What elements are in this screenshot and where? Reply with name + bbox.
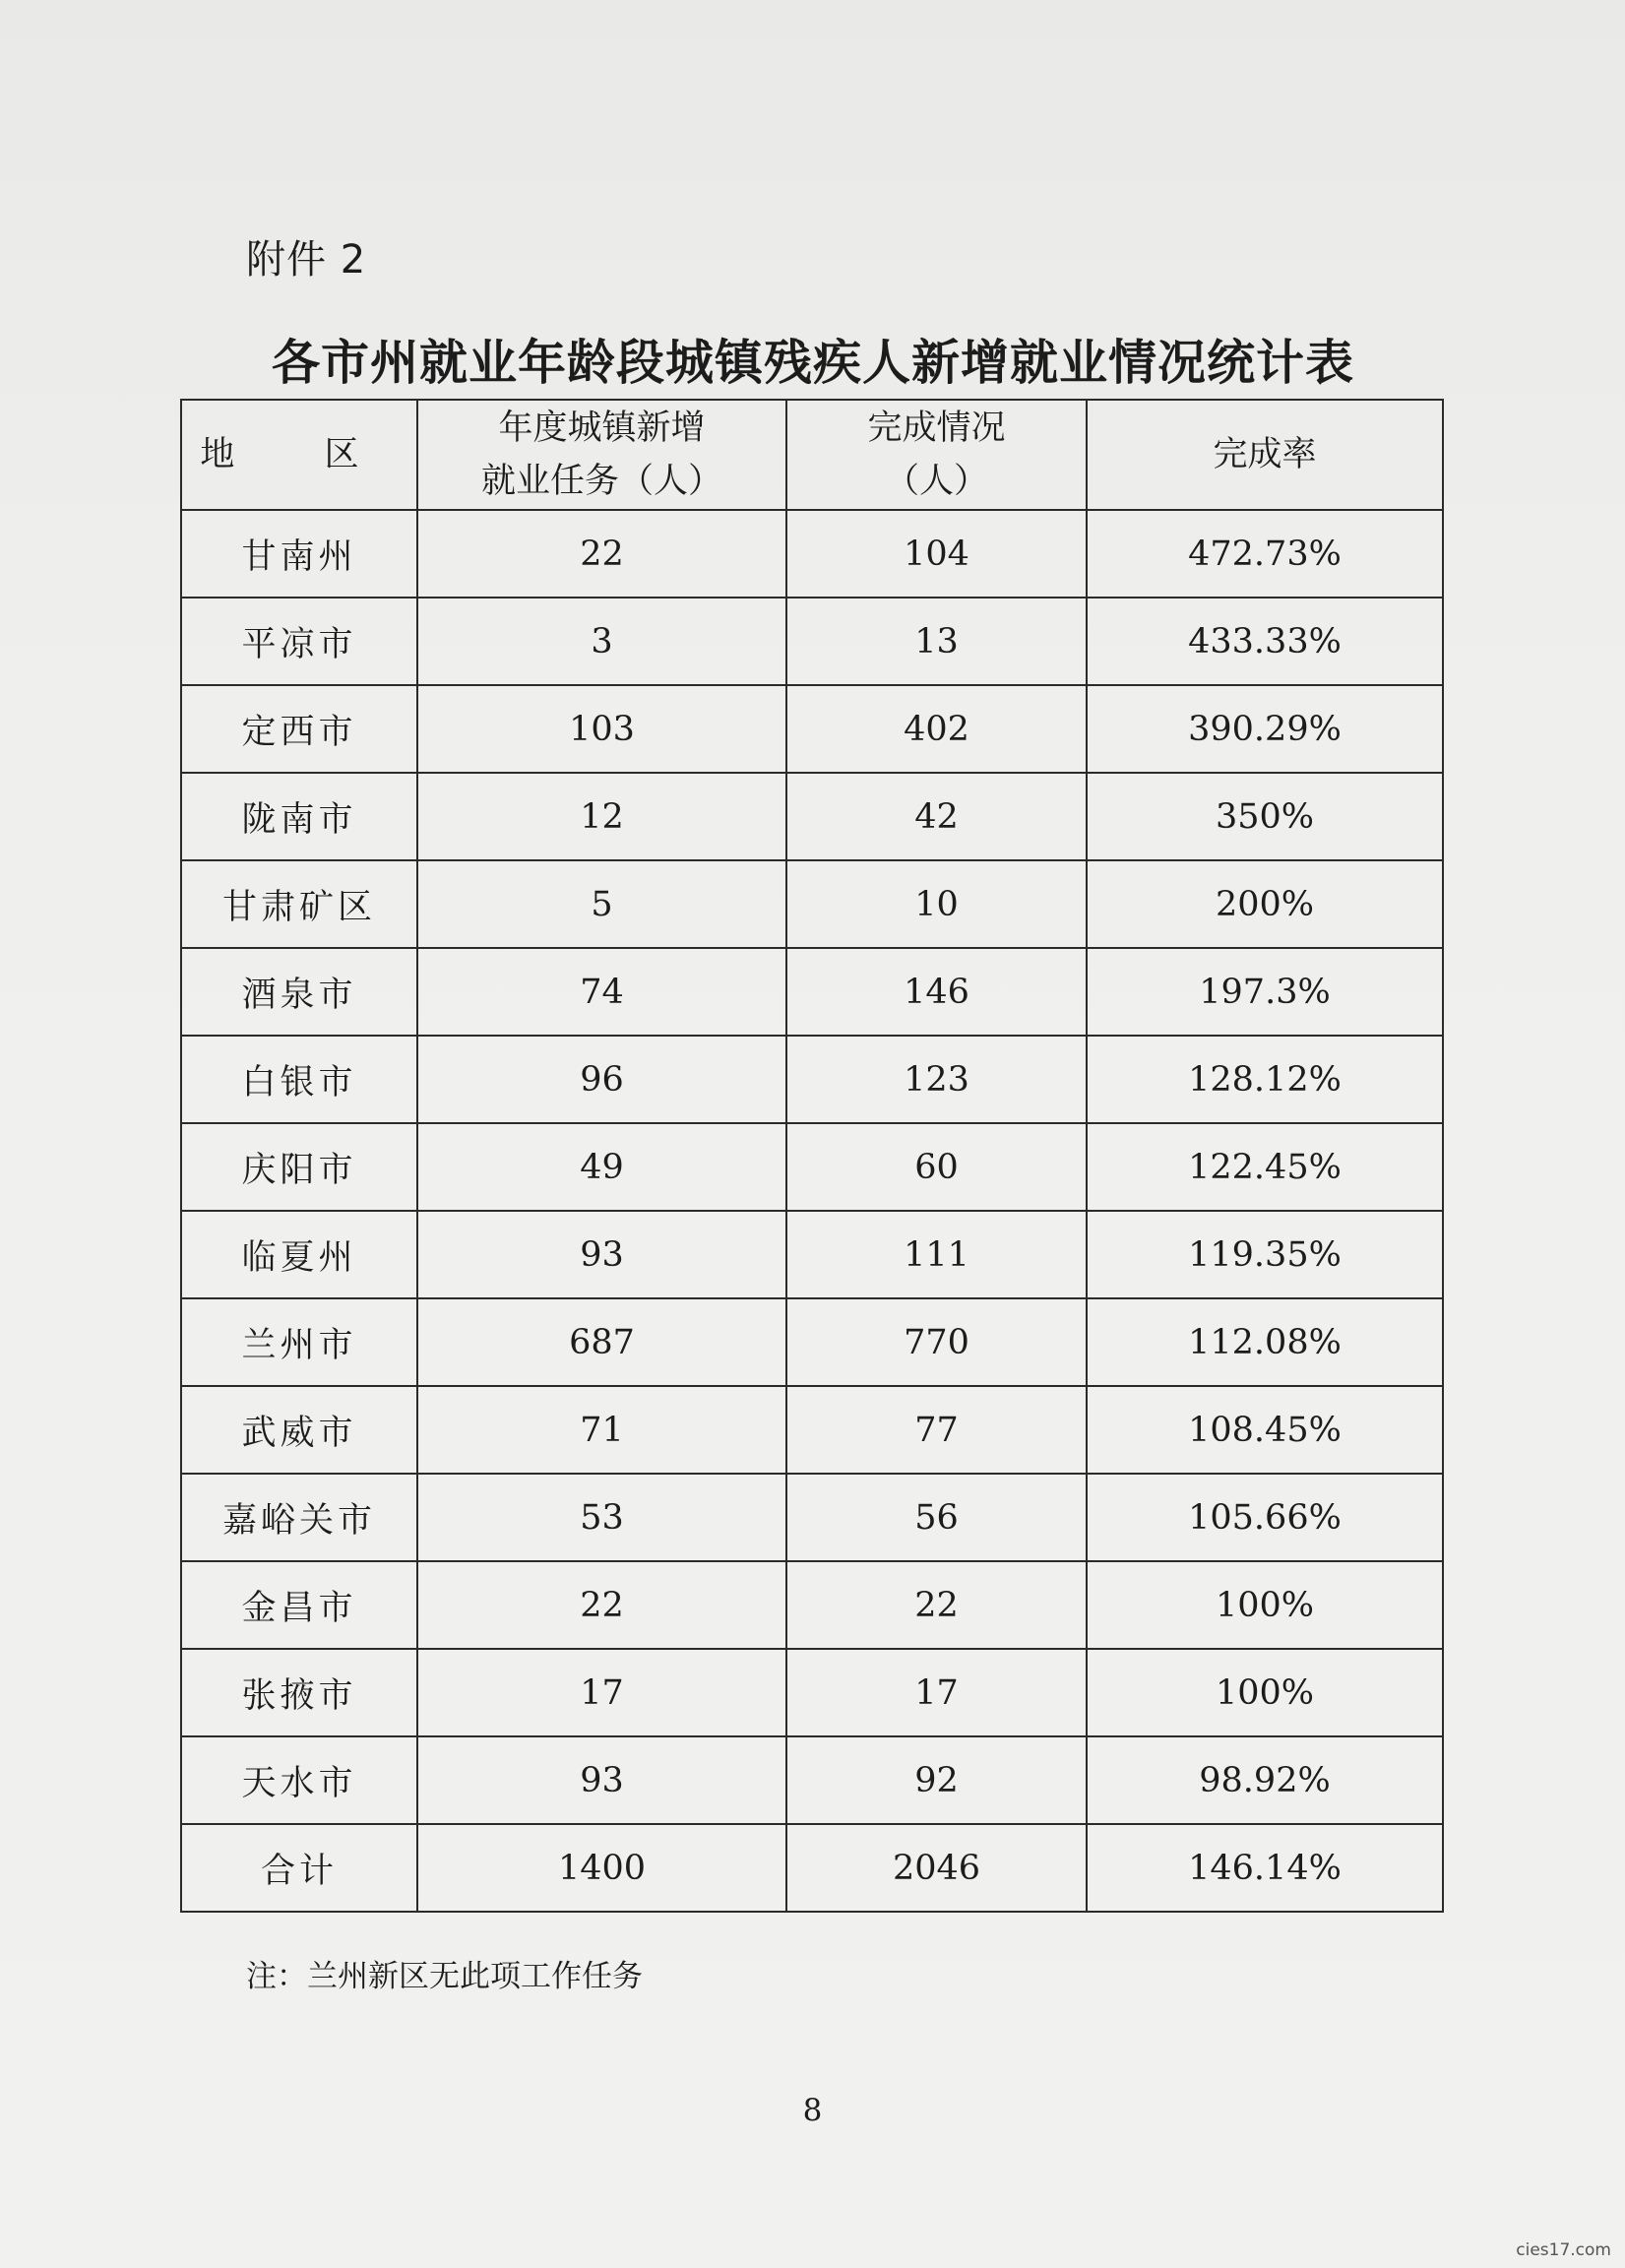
footnote: 注：兰州新区无此项工作任务 xyxy=(246,1959,643,1994)
cell-task: 22 xyxy=(417,510,786,598)
cell-done: 13 xyxy=(786,598,1087,685)
cell-done: 770 xyxy=(786,1298,1087,1386)
header-task-line2: 就业任务（人） xyxy=(480,462,722,501)
header-rate: 完成率 xyxy=(1087,400,1443,510)
header-task xyxy=(417,400,786,510)
table-row xyxy=(181,1123,1443,1211)
cell-task: 74 xyxy=(417,948,786,1036)
statistics-table xyxy=(180,399,1444,1913)
table-row xyxy=(181,1561,1443,1649)
cell-region: 武威市 xyxy=(181,1386,417,1474)
table-row xyxy=(181,1211,1443,1298)
cell-rate: 98.92% xyxy=(1087,1736,1443,1824)
table-row xyxy=(181,685,1443,773)
cell-rate: 433.33% xyxy=(1087,598,1443,685)
cell-rate: 105.66% xyxy=(1087,1474,1443,1561)
cell-rate: 122.45% xyxy=(1087,1123,1443,1211)
header-done-line2: （人） xyxy=(884,462,988,501)
cell-region: 甘肃矿区 xyxy=(181,860,417,948)
cell-region: 张掖市 xyxy=(181,1649,417,1736)
header-task-line1: 年度城镇新增 xyxy=(498,409,706,448)
cell-done: 146 xyxy=(786,948,1087,1036)
cell-rate: 100% xyxy=(1087,1649,1443,1736)
cell-done: 104 xyxy=(786,510,1087,598)
cell-region: 庆阳市 xyxy=(181,1123,417,1211)
cell-done: 22 xyxy=(786,1561,1087,1649)
header-region: 地 区 xyxy=(181,400,417,510)
table-row xyxy=(181,598,1443,685)
cell-rate: 472.73% xyxy=(1087,510,1443,598)
cell-region: 定西市 xyxy=(181,685,417,773)
cell-region: 金昌市 xyxy=(181,1561,417,1649)
cell-task: 96 xyxy=(417,1036,786,1123)
cell-done: 60 xyxy=(786,1123,1087,1211)
document-title: 各市州就业年龄段城镇残疾人新增就业情况统计表 xyxy=(271,335,1354,391)
table-row xyxy=(181,1474,1443,1561)
cell-task: 103 xyxy=(417,685,786,773)
cell-task: 12 xyxy=(417,773,786,860)
cell-region: 兰州市 xyxy=(181,1298,417,1386)
table-row xyxy=(181,773,1443,860)
cell-done: 17 xyxy=(786,1649,1087,1736)
cell-rate: 128.12% xyxy=(1087,1036,1443,1123)
cell-rate: 350% xyxy=(1087,773,1443,860)
attachment-label: 附件 2 xyxy=(246,237,367,283)
cell-region: 临夏州 xyxy=(181,1211,417,1298)
cell-done: 92 xyxy=(786,1736,1087,1824)
table-row xyxy=(181,1649,1443,1736)
cell-task: 17 xyxy=(417,1649,786,1736)
cell-task: 3 xyxy=(417,598,786,685)
cell-task: 22 xyxy=(417,1561,786,1649)
cell-task: 5 xyxy=(417,860,786,948)
cell-rate: 100% xyxy=(1087,1561,1443,1649)
cell-done: 56 xyxy=(786,1474,1087,1561)
table-row xyxy=(181,1298,1443,1386)
cell-region: 天水市 xyxy=(181,1736,417,1824)
cell-task: 49 xyxy=(417,1123,786,1211)
cell-done: 42 xyxy=(786,773,1087,860)
cell-done: 402 xyxy=(786,685,1087,773)
header-done-line1: 完成情况 xyxy=(867,409,1006,448)
cell-task: 1400 xyxy=(417,1824,786,1912)
cell-task: 53 xyxy=(417,1474,786,1561)
cell-done: 123 xyxy=(786,1036,1087,1123)
cell-rate: 112.08% xyxy=(1087,1298,1443,1386)
cell-rate: 197.3% xyxy=(1087,948,1443,1036)
table-body xyxy=(181,510,1443,1912)
table-row xyxy=(181,510,1443,598)
cell-task: 71 xyxy=(417,1386,786,1474)
cell-done: 10 xyxy=(786,860,1087,948)
table-row xyxy=(181,1386,1443,1474)
cell-task: 93 xyxy=(417,1736,786,1824)
cell-rate: 146.14% xyxy=(1087,1824,1443,1912)
cell-region: 嘉峪关市 xyxy=(181,1474,417,1561)
cell-rate: 390.29% xyxy=(1087,685,1443,773)
cell-region: 白银市 xyxy=(181,1036,417,1123)
watermark: cies17.com xyxy=(1516,2240,1611,2260)
table-row xyxy=(181,948,1443,1036)
cell-done: 2046 xyxy=(786,1824,1087,1912)
cell-region: 甘南州 xyxy=(181,510,417,598)
cell-region: 酒泉市 xyxy=(181,948,417,1036)
cell-done: 111 xyxy=(786,1211,1087,1298)
cell-done: 77 xyxy=(786,1386,1087,1474)
table-row xyxy=(181,860,1443,948)
cell-region: 平凉市 xyxy=(181,598,417,685)
table-row xyxy=(181,1736,1443,1824)
header-done xyxy=(786,400,1087,510)
cell-region: 陇南市 xyxy=(181,773,417,860)
page-number: 8 xyxy=(802,2093,823,2128)
table-row xyxy=(181,1036,1443,1123)
cell-region: 合计 xyxy=(181,1824,417,1912)
table-header-row xyxy=(181,400,1443,510)
cell-task: 687 xyxy=(417,1298,786,1386)
cell-task: 93 xyxy=(417,1211,786,1298)
cell-rate: 119.35% xyxy=(1087,1211,1443,1298)
cell-rate: 200% xyxy=(1087,860,1443,948)
total-row xyxy=(181,1824,1443,1912)
cell-rate: 108.45% xyxy=(1087,1386,1443,1474)
